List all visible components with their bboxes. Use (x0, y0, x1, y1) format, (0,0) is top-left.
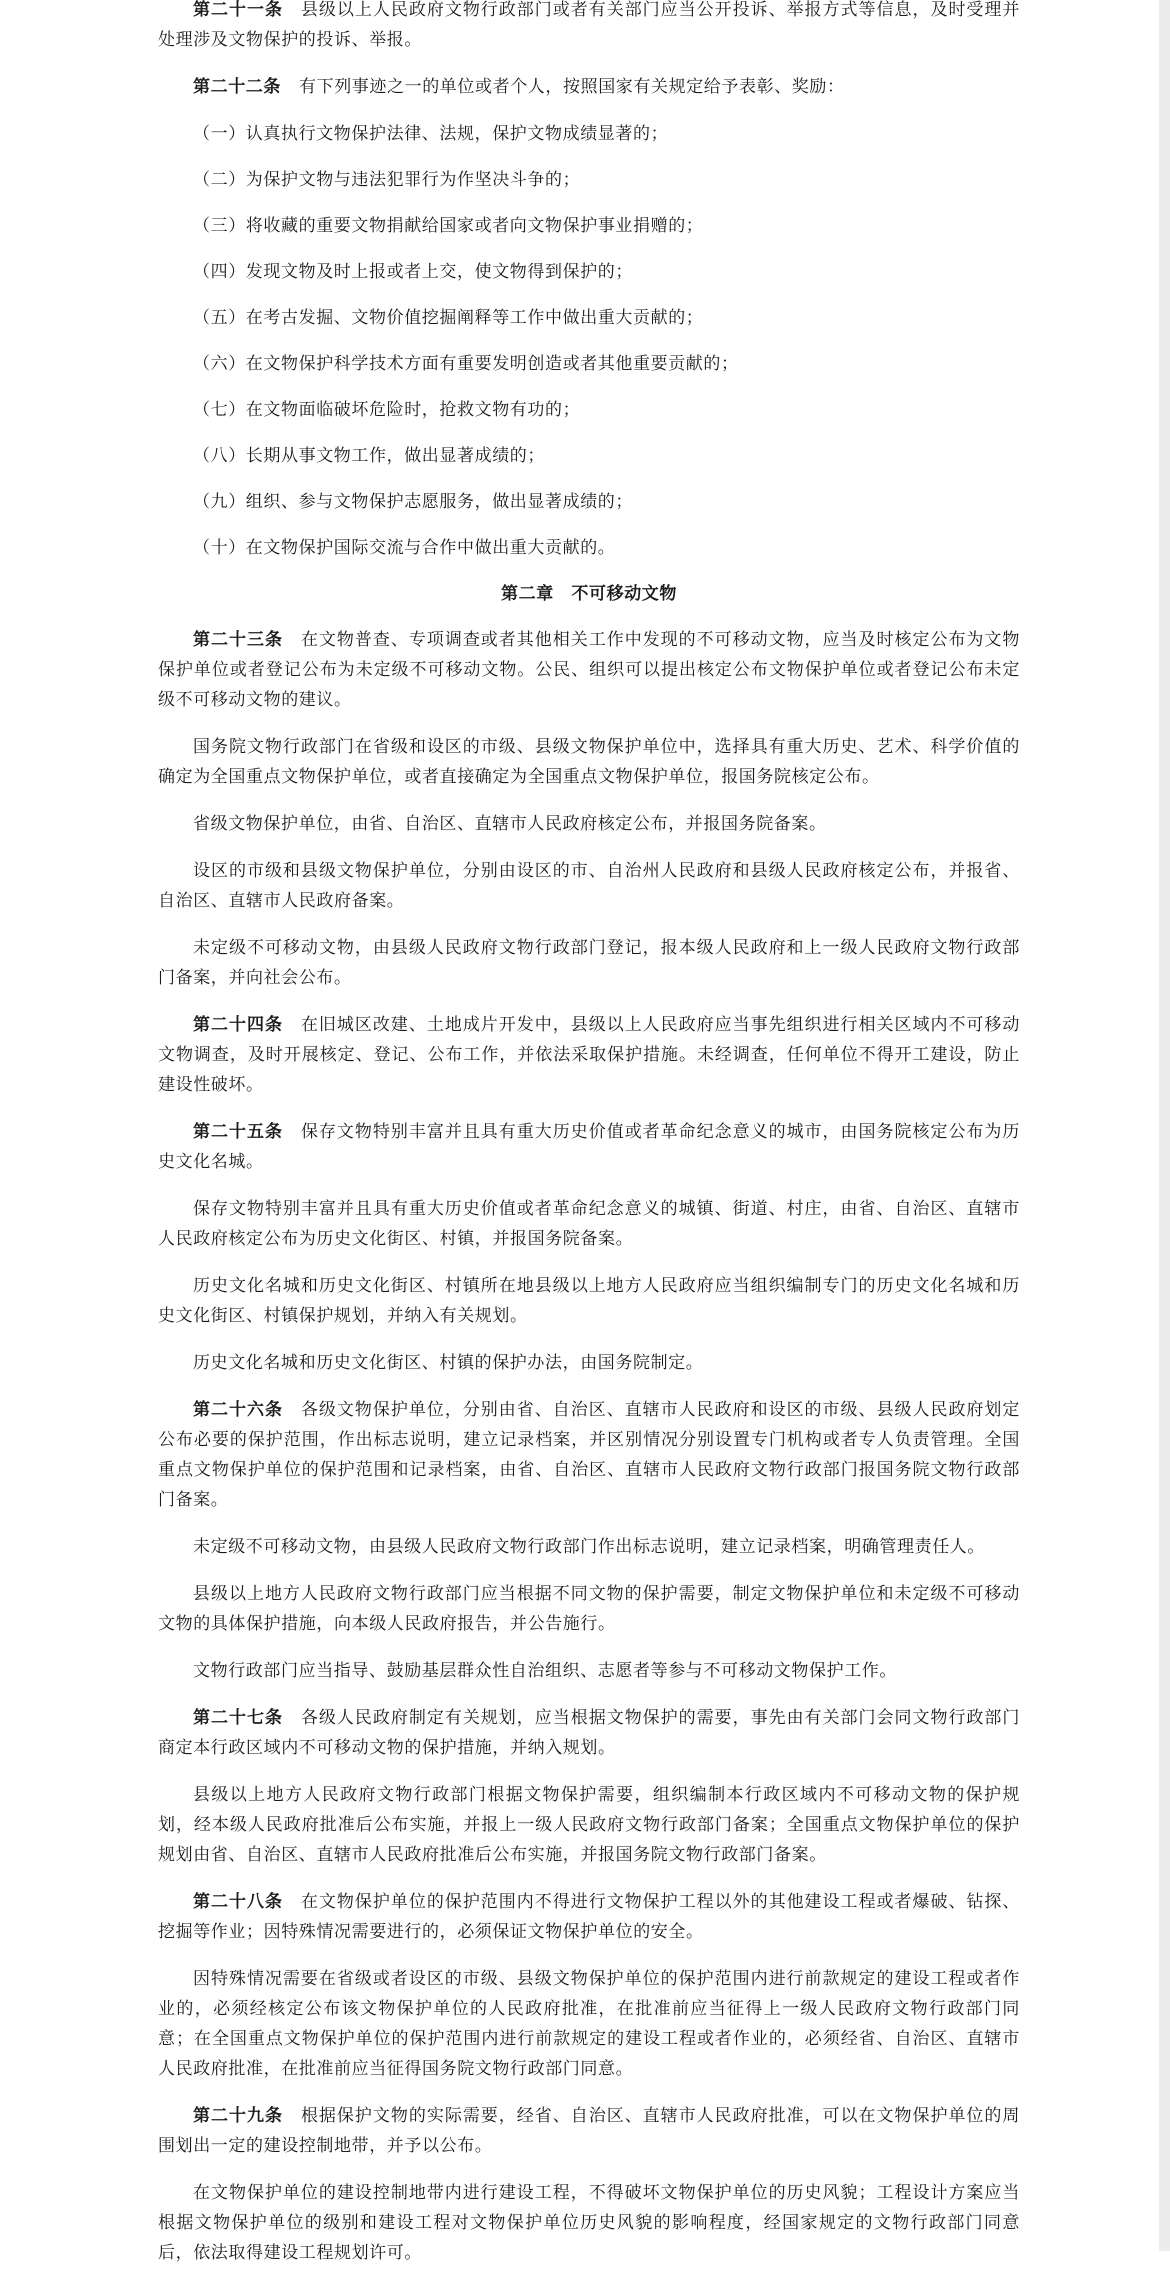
article-label: 第二十四条 (193, 1015, 283, 1035)
article-23 (158, 625, 1020, 715)
article-25 (158, 1117, 1020, 1177)
paragraph: 设区的市级和县级文物保护单位，分别由设区的市、自治州人民政府和县级人民政府核定公布，并报省、自治区、直辖市人民政府备案。 (158, 861, 1020, 911)
list-item: （九）组织、参与文物保护志愿服务，做出显著成绩的； (193, 492, 633, 512)
article-26 (158, 1395, 1020, 1515)
paragraph: 省级文物保护单位，由省、自治区、直辖市人民政府核定公布，并报国务院备案。 (193, 814, 827, 834)
paragraph: 县级以上地方人民政府文物行政部门根据文物保护需要，组织编制本行政区域内不可移动文物的保护规划，经本级人民政府批准后公布实施，并报上一级人民政府文物行政部门备案；全国重点文物保护单位的保护规划由省、自治区、直辖市人民政府批准后公布实施，并报国务院文物行政部门备案。 (158, 1785, 1020, 1865)
article-24 (158, 1010, 1020, 1100)
list-item: （四）发现文物及时上报或者上交，使文物得到保护的； (193, 262, 633, 282)
article-text: 保存文物特别丰富并且具有重大历史价值或者革命纪念意义的城市，由国务院核定公布为历史文化名城。 (158, 1122, 1021, 1172)
article-label: 第二十八条 (193, 1892, 283, 1912)
article-label: 第二十七条 (193, 1708, 283, 1728)
paragraph: 在文物保护单位的建设控制地带内进行建设工程，不得破坏文物保护单位的历史风貌；工程设计方案应当根据文物保护单位的级别和建设工程对文物保护单位历史风貌的影响程度，经国家规定的文物行政部门同意后，依法取得建设工程规划许可。 (158, 2183, 1020, 2263)
article-28 (158, 1887, 1020, 1947)
article-text: 县级以上人民政府文物行政部门或者有关部门应当公开投诉、举报方式等信息，及时受理并处理涉及文物保护的投诉、举报。 (158, 0, 1021, 50)
article-label: 第二十六条 (193, 1400, 283, 1420)
article-text: 各级人民政府制定有关规划，应当根据文物保护的需要，事先由有关部门会同文物行政部门商定本行政区域内不可移动文物的保护措施，并纳入规划。 (158, 1708, 1021, 1758)
article-27 (158, 1703, 1020, 1763)
paragraph: 历史文化名城和历史文化街区、村镇的保护办法，由国务院制定。 (193, 1353, 704, 1373)
article-text: 有下列事迹之一的单位或者个人，按照国家有关规定给予表彰、奖励： (299, 77, 845, 97)
list-item: （二）为保护文物与违法犯罪行为作坚决斗争的； (193, 170, 581, 190)
list-item: （八）长期从事文物工作，做出显著成绩的； (193, 446, 545, 466)
list-item: （七）在文物面临破坏危险时，抢救文物有功的； (193, 400, 581, 420)
paragraph: 因特殊情况需要在省级或者设区的市级、县级文物保护单位的保护范围内进行前款规定的建设工程或者作业的，必须经核定公布该文物保护单位的人民政府批准，在批准前应当征得上一级人民政府文物行政部门同意；在全国重点文物保护单位的保护范围内进行前款规定的建设工程或者作业的，必须经省、自治区、直辖市人民政府批准，在批准前应当征得国务院文物行政部门同意。 (158, 1969, 1020, 2079)
paragraph: 未定级不可移动文物，由县级人民政府文物行政部门作出标志说明，建立记录档案，明确管理责任人。 (193, 1537, 985, 1557)
law-document (158, 0, 1020, 2285)
article-label: 第二十二条 (193, 77, 281, 97)
article-29 (158, 2101, 1020, 2161)
article-text: 在旧城区改建、土地成片开发中，县级以上人民政府应当事先组织进行相关区域内不可移动文物调查，及时开展核定、登记、公布工作，并依法采取保护措施。未经调查，任何单位不得开工建设，防止建设性破坏。 (158, 1015, 1021, 1095)
article-label: 第二十一条 (193, 0, 283, 20)
article-text: 在文物保护单位的保护范围内不得进行文物保护工程以外的其他建设工程或者爆破、钻探、挖掘等作业；因特殊情况需要进行的，必须保证文物保护单位的安全。 (158, 1892, 1021, 1942)
paragraph: 文物行政部门应当指导、鼓励基层群众性自治组织、志愿者等参与不可移动文物保护工作。 (193, 1661, 897, 1681)
article-text: 根据保护文物的实际需要，经省、自治区、直辖市人民政府批准，可以在文物保护单位的周围划出一定的建设控制地带，并予以公布。 (158, 2106, 1021, 2156)
list-item: （十）在文物保护国际交流与合作中做出重大贡献的。 (193, 538, 616, 558)
list-item: （六）在文物保护科学技术方面有重要发明创造或者其他重要贡献的； (193, 354, 739, 374)
paragraph: 保存文物特别丰富并且具有重大历史价值或者革命纪念意义的城镇、街道、村庄，由省、自治区、直辖市人民政府核定公布为历史文化街区、村镇，并报国务院备案。 (158, 1199, 1020, 1249)
paragraph: 未定级不可移动文物，由县级人民政府文物行政部门登记，报本级人民政府和上一级人民政府文物行政部门备案，并向社会公布。 (158, 938, 1020, 988)
paragraph: 历史文化名城和历史文化街区、村镇所在地县级以上地方人民政府应当组织编制专门的历史文化名城和历史文化街区、村镇保护规划，并纳入有关规划。 (158, 1276, 1020, 1326)
paragraph: 县级以上地方人民政府文物行政部门应当根据不同文物的保护需要，制定文物保护单位和未定级不可移动文物的具体保护措施，向本级人民政府报告，并公告施行。 (158, 1584, 1020, 1634)
right-scroll-strip (1159, 0, 1170, 2251)
article-label: 第二十五条 (193, 1122, 283, 1142)
article-label: 第二十三条 (193, 630, 283, 650)
article-21 (158, 0, 1020, 55)
list-item: （五）在考古发掘、文物价值挖掘阐释等工作中做出重大贡献的； (193, 308, 704, 328)
article-text: 在文物普查、专项调查或者其他相关工作中发现的不可移动文物，应当及时核定公布为文物保护单位或者登记公布为未定级不可移动文物。公民、组织可以提出核定公布文物保护单位或者登记公布未定级不可移动文物的建议。 (158, 630, 1021, 710)
article-22 (158, 72, 1020, 102)
chapter-heading: 第二章 不可移动文物 (501, 584, 677, 604)
article-label: 第二十九条 (193, 2106, 283, 2126)
article-text: 各级文物保护单位，分别由省、自治区、直辖市人民政府和设区的市级、县级人民政府划定公布必要的保护范围，作出标志说明，建立记录档案，并区别情况分别设置专门机构或者专人负责管理。全国重点文物保护单位的保护范围和记录档案，由省、自治区、直辖市人民政府文物行政部门报国务院文物行政部门备案。 (158, 1400, 1021, 1510)
list-item: （一）认真执行文物保护法律、法规，保护文物成绩显著的； (193, 124, 669, 144)
paragraph: 国务院文物行政部门在省级和设区的市级、县级文物保护单位中，选择具有重大历史、艺术、科学价值的确定为全国重点文物保护单位，或者直接确定为全国重点文物保护单位，报国务院核定公布。 (158, 737, 1020, 787)
list-item: （三）将收藏的重要文物捐献给国家或者向文物保护事业捐赠的； (193, 216, 704, 236)
